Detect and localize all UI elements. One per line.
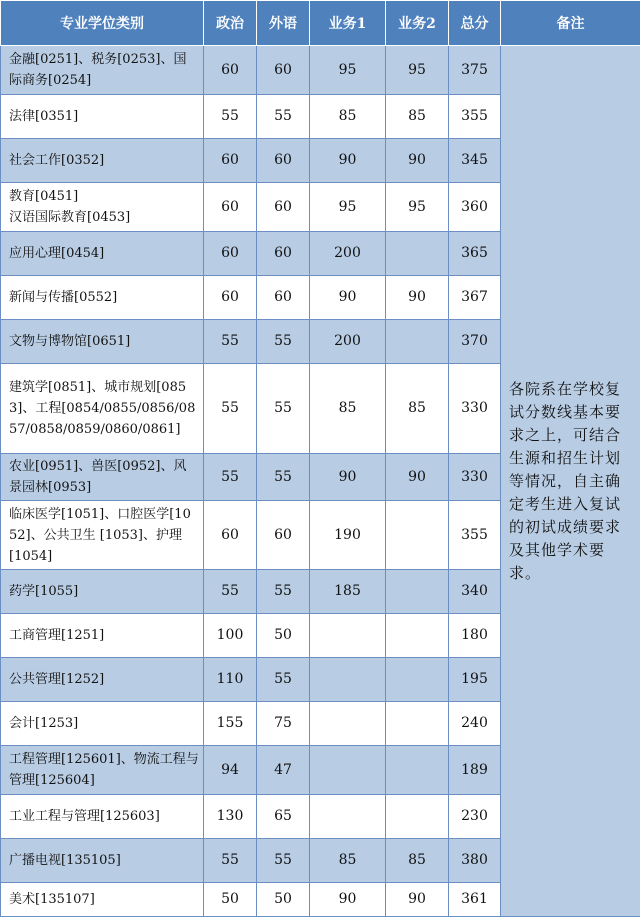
- total-cell: 345: [449, 139, 501, 183]
- politics-cell: 60: [204, 183, 257, 232]
- language-cell: 75: [257, 702, 310, 746]
- subject1-cell: 90: [310, 883, 386, 917]
- language-cell: 47: [257, 746, 310, 795]
- total-cell: 230: [449, 795, 501, 839]
- category-cell: 教育[0451] 汉语国际教育[0453]: [1, 183, 204, 232]
- total-cell: 240: [449, 702, 501, 746]
- language-cell: 55: [257, 454, 310, 501]
- politics-cell: 55: [204, 454, 257, 501]
- total-cell: 189: [449, 746, 501, 795]
- subject1-cell: [310, 614, 386, 658]
- category-cell: 金融[0251]、税务[0253]、国际商务[0254]: [1, 46, 204, 95]
- category-cell: 美术[135107]: [1, 883, 204, 917]
- total-cell: 330: [449, 454, 501, 501]
- subject2-cell: 85: [386, 839, 449, 883]
- subject1-cell: 95: [310, 46, 386, 95]
- politics-cell: 50: [204, 883, 257, 917]
- total-cell: 370: [449, 320, 501, 364]
- category-cell: 药学[1055]: [1, 570, 204, 614]
- language-cell: 55: [257, 364, 310, 454]
- subject2-cell: 90: [386, 883, 449, 917]
- subject1-cell: 185: [310, 570, 386, 614]
- total-cell: 365: [449, 232, 501, 276]
- total-cell: 367: [449, 276, 501, 320]
- category-cell: 农业[0951]、兽医[0952]、风景园林[0953]: [1, 454, 204, 501]
- language-cell: 55: [257, 570, 310, 614]
- politics-cell: 60: [204, 46, 257, 95]
- politics-cell: 94: [204, 746, 257, 795]
- language-cell: 60: [257, 46, 310, 95]
- total-cell: 355: [449, 501, 501, 570]
- category-cell: 文物与博物馆[0651]: [1, 320, 204, 364]
- language-cell: 60: [257, 232, 310, 276]
- politics-cell: 155: [204, 702, 257, 746]
- total-cell: 330: [449, 364, 501, 454]
- politics-cell: 60: [204, 139, 257, 183]
- total-cell: 180: [449, 614, 501, 658]
- language-cell: 55: [257, 95, 310, 139]
- politics-cell: 55: [204, 570, 257, 614]
- politics-cell: 130: [204, 795, 257, 839]
- subject1-cell: 85: [310, 839, 386, 883]
- header-category: 专业学位类别: [1, 1, 204, 46]
- politics-cell: 60: [204, 276, 257, 320]
- subject2-cell: 95: [386, 46, 449, 95]
- subject1-cell: [310, 658, 386, 702]
- subject1-cell: 200: [310, 320, 386, 364]
- total-cell: 375: [449, 46, 501, 95]
- category-cell: 工商管理[1251]: [1, 614, 204, 658]
- total-cell: 380: [449, 839, 501, 883]
- table-row: [1, 46, 640, 95]
- category-cell: 应用心理[0454]: [1, 232, 204, 276]
- subject2-cell: [386, 614, 449, 658]
- subject2-cell: [386, 746, 449, 795]
- subject1-cell: [310, 746, 386, 795]
- language-cell: 50: [257, 883, 310, 917]
- politics-cell: 55: [204, 95, 257, 139]
- subject1-cell: 85: [310, 95, 386, 139]
- subject2-cell: 90: [386, 454, 449, 501]
- subject1-cell: 90: [310, 276, 386, 320]
- remark-cell: 各院系在学校复试分数线基本要求之上，可结合生源和招生计划等情况，自主确定考生进入复试的初试成绩要求及其他学术要求。: [501, 46, 640, 917]
- language-cell: 60: [257, 276, 310, 320]
- language-cell: 65: [257, 795, 310, 839]
- category-cell: 社会工作[0352]: [1, 139, 204, 183]
- language-cell: 55: [257, 320, 310, 364]
- total-cell: 340: [449, 570, 501, 614]
- subject1-cell: 90: [310, 139, 386, 183]
- language-cell: 60: [257, 183, 310, 232]
- politics-cell: 60: [204, 501, 257, 570]
- header-language: 外语: [257, 1, 310, 46]
- category-cell: 广播电视[135105]: [1, 839, 204, 883]
- subject2-cell: [386, 232, 449, 276]
- language-cell: 55: [257, 658, 310, 702]
- language-cell: 50: [257, 614, 310, 658]
- category-cell: 建筑学[0851]、城市规划[0853]、工程[0854/0855/0856/0857/0858/0859/0860/0861]: [1, 364, 204, 454]
- politics-cell: 55: [204, 364, 257, 454]
- politics-cell: 60: [204, 232, 257, 276]
- subject2-cell: [386, 795, 449, 839]
- total-cell: 361: [449, 883, 501, 917]
- subject1-cell: 200: [310, 232, 386, 276]
- subject2-cell: [386, 501, 449, 570]
- total-cell: 355: [449, 95, 501, 139]
- category-cell: 公共管理[1252]: [1, 658, 204, 702]
- category-cell: 会计[1253]: [1, 702, 204, 746]
- subject1-cell: [310, 702, 386, 746]
- header-total: 总分: [449, 1, 501, 46]
- language-cell: 60: [257, 139, 310, 183]
- subject2-cell: 95: [386, 183, 449, 232]
- category-cell: 新闻与传播[0552]: [1, 276, 204, 320]
- politics-cell: 100: [204, 614, 257, 658]
- subject2-cell: 90: [386, 276, 449, 320]
- subject1-cell: 85: [310, 364, 386, 454]
- politics-cell: 110: [204, 658, 257, 702]
- language-cell: 55: [257, 839, 310, 883]
- header-subject2: 业务2: [386, 1, 449, 46]
- header-remark: 备注: [501, 1, 640, 46]
- subject1-cell: 90: [310, 454, 386, 501]
- subject1-cell: 95: [310, 183, 386, 232]
- language-cell: 60: [257, 501, 310, 570]
- subject1-cell: 190: [310, 501, 386, 570]
- category-cell: 工业工程与管理[125603]: [1, 795, 204, 839]
- subject2-cell: [386, 702, 449, 746]
- category-cell: 法律[0351]: [1, 95, 204, 139]
- header-politics: 政治: [204, 1, 257, 46]
- subject2-cell: [386, 658, 449, 702]
- total-cell: 195: [449, 658, 501, 702]
- subject2-cell: [386, 320, 449, 364]
- header-row: [1, 1, 640, 46]
- header-subject1: 业务1: [310, 1, 386, 46]
- politics-cell: 55: [204, 320, 257, 364]
- table-body: [1, 46, 640, 917]
- subject2-cell: 90: [386, 139, 449, 183]
- category-cell: 工程管理[125601]、物流工程与管理[125604]: [1, 746, 204, 795]
- politics-cell: 55: [204, 839, 257, 883]
- subject2-cell: 85: [386, 364, 449, 454]
- category-cell: 临床医学[1051]、口腔医学[1052]、公共卫生 [1053]、护理 [1054]: [1, 501, 204, 570]
- subject2-cell: 85: [386, 95, 449, 139]
- subject2-cell: [386, 570, 449, 614]
- total-cell: 360: [449, 183, 501, 232]
- subject1-cell: [310, 795, 386, 839]
